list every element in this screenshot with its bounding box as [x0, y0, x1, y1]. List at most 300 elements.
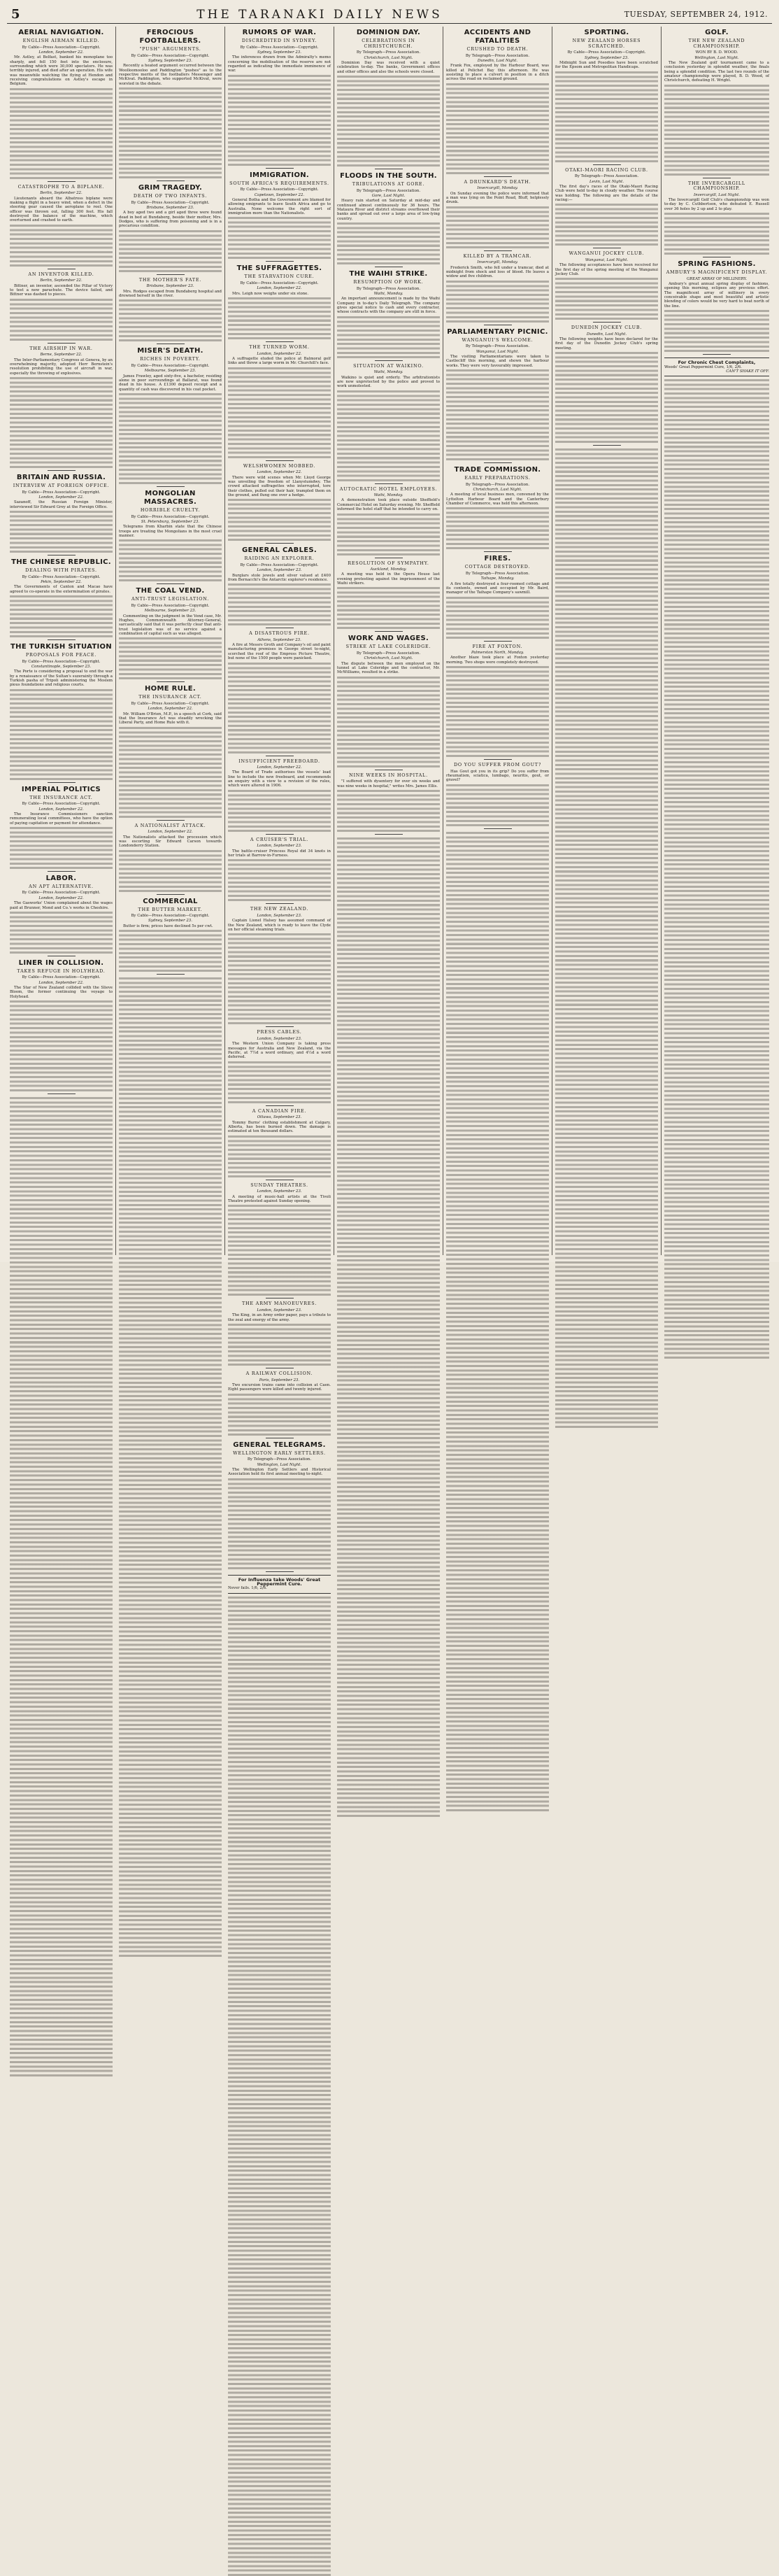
article-body: Mr. William O'Brien, M.P., in a speech at Cork, said that the Insurance Act was steadily wrecking the Liberal Party, and Home Rule with it. — [119, 712, 222, 726]
column-text-continued — [446, 832, 549, 1811]
article-credit: GREAT ARRAY OF MILLINERY. — [686, 276, 748, 281]
article-subheading: FIRE AT FOXTON. — [472, 643, 523, 649]
article-divider — [484, 828, 512, 829]
article-body-continued — [10, 1000, 113, 1091]
article-credit: By Cable—Press Association—Copyright. — [240, 562, 319, 567]
article-dateline: Sydney, September 23. — [257, 50, 301, 55]
article-divider — [266, 1026, 294, 1027]
article-subheading: DEATH OF TWO INFANTS. — [133, 193, 208, 199]
article-subheading: INSUFFICIENT FREEBOARD. — [238, 758, 320, 764]
article-body-continued — [10, 377, 113, 468]
article — [10, 558, 113, 640]
article-headline: BRITAIN AND RUSSIA. — [16, 473, 106, 481]
advert-body: Never fails. 1/6, 2/6. — [228, 1586, 267, 1591]
article-subheading: ANTI-TRUST LEGISLATION. — [131, 596, 210, 602]
article-subheading: AN INVENTOR KILLED. — [28, 271, 94, 277]
article-body-continued — [10, 595, 113, 637]
article-divider — [266, 1105, 294, 1106]
article-divider — [266, 903, 294, 904]
article-credit: By Telegraph—Press Association. — [465, 53, 530, 58]
article-subheading: RAIDING AN EXPLORER. — [244, 555, 315, 562]
article-body: The Invercargill Golf Club's championship was won to-day by C. Cuthbertson, who defeated E. Russell over 36 holes by 2 up and 2 to play. — [664, 198, 769, 211]
article-body: The dispute between the men employed on the tunnel at Lake Coleridge and the contractor, Mr. McWilliams, resulted in a strike. — [337, 661, 440, 675]
article — [337, 487, 440, 558]
article-body-continued — [555, 278, 658, 320]
article-body-continued — [10, 689, 113, 780]
article-dateline: Berne, September 22. — [40, 353, 83, 358]
article-headline: LINER IN COLLISION. — [18, 958, 104, 967]
article-body: Commenting on the judgment in the Vend case, Mr. Hughes, Commonwealth Attorney-General, sarcastically said that it was perfectly clear that anti-trust legislation was of no service against a combination of capital such as was alleged. — [119, 614, 222, 636]
article-body: Mr. Astley, at Belfast, banked his monoplane too sharply, and fell 150 feet into the enclosure, surrounding which were 30,000 spectators. He was terribly injured, and died after an operation. His wife was meanwhile watching the flying at Hendon and receiving congratulations on Astley's escape in Belgium. — [10, 55, 113, 87]
article-headline: RUMORS OF WAR. — [242, 29, 317, 36]
article-dateline: London, September 22. — [38, 50, 84, 55]
article-divider — [266, 1571, 294, 1572]
article — [10, 786, 113, 872]
advert-body: Woods' Great Peppermint Cure, 1/6, 2/6. — [664, 365, 742, 369]
article-divider — [593, 322, 621, 323]
article-subheading: WANGANUI JOCKEY CLUB. — [569, 250, 645, 257]
page-number: 5 — [11, 7, 20, 22]
article — [337, 773, 440, 835]
article-dateline: Berlin, September 22. — [40, 278, 83, 283]
article-divider — [48, 181, 76, 182]
article — [119, 685, 222, 820]
article-divider — [593, 445, 621, 446]
article-subheading: TRIBULATIONS AT GORE. — [352, 181, 425, 187]
article-body-continued — [119, 930, 222, 972]
article-body: James Frawley, aged sixty-five, a bachelor, residing alone in poor surroundings at Ballarat, was found dead in his house. A £1300 deposit receipt and a quantity of cash was discovered in his coat pocket. — [119, 374, 222, 392]
article-headline: FLOODS IN THE SOUTH. — [340, 171, 437, 180]
article — [10, 875, 113, 956]
article-body-continued — [10, 827, 113, 869]
article — [228, 29, 331, 169]
article-body: The visiting Parliamentarians were taken to Castlecliff this morning, and shown the harbour works. They were very favourably impressed. — [446, 354, 549, 368]
article-subheading: A DISASTROUS FIRE. — [249, 630, 310, 637]
article — [119, 184, 222, 275]
article-divider — [157, 894, 185, 895]
article-body-continued — [119, 850, 222, 892]
article-headline: MISER'S DEATH. — [137, 347, 203, 355]
article-body: A meeting of local business men, convened by the Lyttelton Harbour Board and the Canterbury Chamber of Commerce, was held this afternoon. — [446, 493, 549, 506]
article-body-continued — [446, 369, 549, 460]
article-headline: FIRES. — [484, 555, 511, 563]
article-credit: By Cable—Press Association—Copyright. — [131, 200, 210, 205]
article-subheading: AUTOCRATIC HOTEL EMPLOYEES. — [339, 486, 438, 492]
article-divider — [157, 820, 185, 821]
advertisement — [228, 1575, 331, 1594]
article — [228, 1441, 331, 1572]
article — [337, 561, 440, 632]
article-headline: DOMINION DAY. — [356, 29, 421, 36]
article-dateline: Capetown, September 22. — [254, 192, 305, 197]
article-dateline: Invercargill, Last Night. — [694, 192, 740, 197]
article — [337, 635, 440, 770]
column-text-continued — [555, 448, 658, 1428]
column-7 — [662, 27, 772, 1255]
article-body: An important announcement is made by the Waihi Company in to-day's Daily Telegraph. The company gives special notice to cash and every contractor, whose contracts with the company are still in force. — [337, 297, 440, 315]
article-headline: GENERAL CABLES. — [242, 546, 317, 555]
article-subheading: "PUSH" ARGUMENTS. — [139, 46, 201, 52]
article-divider — [157, 583, 185, 584]
article-dateline: Gore, Last Night. — [371, 193, 406, 198]
article-subheading: DISCREDITED IN SYDNEY. — [241, 38, 317, 43]
article — [228, 546, 331, 628]
article — [337, 172, 440, 267]
article-body: The King, in an Army order paper, pays a tribute to the zeal and energy of the army. — [228, 1313, 331, 1322]
article — [10, 185, 113, 269]
article-divider — [703, 354, 731, 355]
article-body-continued — [10, 299, 113, 341]
article-dateline: Melbourne, September 23. — [144, 609, 196, 614]
article-dateline: Pekin, September 22. — [41, 579, 82, 584]
article-body: The inferences drawn from the Admiralty's memo concerning the mobilisation of the reserve are not regarded as indicating the immediate imminence of war. — [228, 55, 331, 73]
article-body-continued — [446, 206, 549, 248]
article-headline: HOME RULE. — [145, 685, 196, 693]
article-body-continued — [10, 511, 113, 553]
article-body-continued — [555, 71, 658, 162]
article-body-continued — [337, 390, 440, 481]
article-headline: THE CHINESE REPUBLIC. — [11, 558, 111, 566]
article — [119, 29, 222, 181]
article-body: The New Zealand golf tournament came to a conclusion yesterday in splendid weather, the finals being a splendid condition. The last two rounds of the amateur championship were played, B. D. Wood, of Christchurch, defeating H. Wright. — [664, 60, 769, 83]
article-body-continued — [446, 597, 549, 639]
article-body: Midnight Sun and Posodies have been scratched for the Epsom and Metropolitan Handicaps. — [555, 60, 658, 70]
article-divider — [266, 261, 294, 262]
article-credit: By Cable—Press Association—Copyright. — [22, 659, 101, 664]
article-subheading: AMBURY'S MAGNIFICENT DISPLAY. — [666, 269, 768, 276]
column-2 — [116, 27, 225, 1255]
article-headline: PARLIAMENTARY PICNIC. — [447, 327, 548, 336]
article — [664, 260, 769, 355]
article-body: The following weights have been declared for the first day of the Dunedin Jockey Club's spring meeting. — [555, 337, 658, 351]
article-headline: THE SUFFRAGETTES. — [236, 264, 322, 273]
article-body-continued — [664, 213, 769, 255]
article-dateline: Waihi, Monday. — [373, 291, 403, 296]
article-dateline: Berlin, September 22. — [40, 191, 83, 196]
advert-title: For Influenza take Woods' Great Peppermint Cure. — [238, 1576, 321, 1587]
article-divider — [484, 462, 512, 463]
article-body-continued — [228, 663, 331, 753]
article-body: Two excursion trains came into collision at Caen. Eight passengers were killed and twenty injured. — [228, 1382, 331, 1392]
columns — [7, 27, 772, 1591]
article — [555, 251, 658, 323]
article-divider — [375, 834, 403, 835]
article-dateline: Sydney, September 23. — [148, 919, 192, 923]
article-divider — [266, 168, 294, 169]
article-dateline: St. Petersburg, September 23. — [141, 519, 200, 524]
article-body-continued — [446, 784, 549, 826]
article — [10, 959, 113, 1094]
article-body: There were wild scenes when Mr. Lloyd George was unveiling the freedom of Llanystumdwy. The crowd attacked suffragettes who interrupted, tore their clothes, pulled out their hair, trampled them on the ground, and flung one over a hedge. — [228, 475, 331, 497]
article — [555, 29, 658, 165]
article-dateline: London, September 22. — [38, 896, 84, 900]
article-headline: GRIM TRAGEDY. — [138, 184, 203, 192]
article-subheading: RESOLUTION OF SYMPATHY. — [348, 560, 429, 566]
article-body: A demonstration took place outside Sheffield's Commercial Hotel on Saturday evening. Mr. Sheffield informed the hotel staff that he intended to carry on. — [337, 498, 440, 512]
article-headline: AERIAL NAVIGATION. — [18, 29, 104, 36]
article-body: Recently a heated argument occurred between the Woolloomooloo and Paddington "pushes" as to the respective merits of the footballers Messenger and McKivat. Paddington, who supported McKivat, were worsted in the debate. — [119, 64, 222, 86]
article-subheading: THE INVERCARGILL CHAMPIONSHIP. — [688, 180, 745, 192]
article-subheading: SUNDAY THEATRES. — [250, 1182, 308, 1188]
article — [10, 272, 113, 344]
article-body: Waikino is quiet and orderly. The arbitrationists are now unprotected by the police and proved to work unmolested. — [337, 375, 440, 389]
article-credit: By Cable—Press Association—Copyright. — [131, 914, 210, 919]
article-headline: MONGOLIAN MASSACRES. — [143, 489, 197, 506]
article — [228, 171, 331, 262]
article-dateline: Auckland, Monday. — [370, 567, 407, 572]
article-subheading: PRESS CABLES. — [257, 1029, 302, 1035]
article-divider — [484, 759, 512, 760]
article — [446, 29, 549, 177]
article-body: Butter is firm; prices have declined 5s per cwt. — [123, 923, 213, 928]
article-body: Tommy Burns' clothing establishment at Calgary, Alberta, has been burned down. The damage is estimated at ten thousand dollars. — [228, 1120, 331, 1134]
article-dateline: Ottawa, September 23. — [257, 1115, 302, 1120]
article-body: Lieutenants aboard the Albatross biplane were making a flight in a heavy wind, when a defect in the steering gear caused the aeroplane to reel. One officer was thrown out, falling 300 feet. His fall destroyed the balance of the machine, which overturned and crashed to earth. — [10, 196, 113, 223]
article-body-continued — [337, 790, 440, 832]
article-body: The Governments of Canton and Macao have agreed to co-operate in the extermination of pirates. — [10, 585, 113, 594]
article-dateline: Sydney, September 23. — [148, 58, 192, 63]
article-body: Heavy rain started on Saturday at mid-day and continued almost continuously for 36 hours. The Mataura River and district streams overflowed their banks and spread out over a large area of low-lying country. — [337, 199, 440, 221]
column-1 — [7, 27, 116, 1255]
article-subheading: THE ARMY MANOEUVRES. — [241, 1301, 317, 1307]
article-body: The Western Union Company is taking press messages for Australia and New Zealand, via the Pacific, at 7½d a word ordinary, and 4½d a word deferred. — [228, 1042, 331, 1060]
article-credit: By Cable—Press Association—Copyright. — [22, 891, 101, 896]
column-3 — [225, 27, 334, 1591]
article-dateline: Levin, Last Night. — [589, 179, 624, 184]
article-body-continued — [337, 222, 440, 264]
article-body: "I suffered with dysentery for over six weeks and was nine weeks in hospital," writes Mrs. James Ellis. — [337, 779, 440, 788]
article-body: Dominion Day was received with a quiet celebration to-day. The banks, Government offices and other offices and also the schools were closed. — [337, 60, 440, 74]
article-credit: By Cable—Press Association—Copyright. — [22, 45, 101, 50]
article-subheading: A CRUISER'S TRIAL. — [250, 836, 309, 842]
article-divider — [48, 343, 76, 344]
article-body: Sazanoff, the Russian Foreign Minister, interviewed Sir Edward Grey at the Foreign Office. — [10, 500, 113, 509]
article-credit: By Telegraph—Press Association. — [574, 174, 639, 179]
article-dateline: London, September 22. — [148, 830, 193, 835]
article-body-continued — [337, 677, 440, 767]
article-subheading: AN APT ALTERNATIVE. — [29, 883, 94, 889]
article-credit: By Cable—Press Association—Copyright. — [567, 50, 646, 55]
article-dateline: Wanganui, Last Night. — [476, 349, 520, 354]
article-credit: By Cable—Press Association—Copyright. — [131, 603, 210, 608]
newspaper-title: THE TARANAKI DAILY NEWS — [196, 7, 443, 22]
article-credit: By Cable—Press Association—Copyright. — [22, 574, 101, 579]
article-dateline: Christchurch, Last Night. — [364, 656, 413, 661]
masthead — [7, 6, 772, 24]
article-subheading: A DRUNKARD'S DEATH. — [464, 178, 531, 185]
article-subheading: EARLY PREPARATIONS. — [464, 474, 531, 481]
article-body: The Porte is considering a proposal to end the war by a renaissance of the Sultan's suzerainty through a Turkish pasha of Tripoli administering the Moslem pious foundations and religious courts. — [10, 670, 113, 688]
article-body: Telegrams from Kharbin state that the Chinese troops are treating the Mongolians in the most cruel manner. — [119, 525, 222, 538]
article-dateline: London, September 22. — [257, 351, 302, 356]
article-dateline: London, September 22. — [257, 765, 302, 770]
article-subheading: CELEBRATIONS IN CHRISTCHURCH. — [362, 38, 415, 49]
column-5 — [443, 27, 552, 1255]
article-dateline: Dunedin, Last Night. — [477, 58, 518, 63]
article-divider — [484, 176, 512, 177]
article — [228, 1030, 331, 1105]
article-body-continued — [228, 217, 331, 259]
article-subheading: OTAKI-MAORI RACING CLUB. — [565, 167, 648, 173]
article-subheading: RICHES IN POVERTY. — [140, 356, 201, 362]
article-headline: SPORTING. — [584, 29, 629, 36]
article — [228, 1109, 331, 1180]
article-dateline: London, September 22. — [38, 495, 84, 500]
article-dateline: Waihi, Monday. — [373, 370, 403, 375]
article-headline: GOLF. — [705, 29, 729, 36]
article-headline: LABOR. — [45, 874, 77, 882]
article — [10, 643, 113, 783]
article-divider — [266, 460, 294, 461]
article-body-continued — [664, 310, 769, 352]
article-dateline: Wellington, Last Night. — [694, 55, 739, 60]
article — [446, 180, 549, 251]
article-body: The first day's races of the Otaki-Maori Racing Club were held to-day in cloudy weather. The course was holding. The following are the details of the racing:— — [555, 184, 658, 202]
article-body: Captain Lionel Halsey has assumed command of the New Zealand, which is ready to leave the Clyde on her official steaming trials. — [228, 919, 331, 933]
article-body-continued — [119, 87, 222, 178]
article-headline: SPRING FASHIONS. — [678, 260, 756, 269]
article-body-continued — [228, 583, 331, 625]
article-subheading: ENGLISH AIRMAN KILLED. — [22, 38, 100, 43]
article-headline: GENERAL TELEGRAMS. — [233, 1441, 326, 1449]
article-dateline: London, September 23. — [257, 1037, 302, 1041]
article-body-continued — [119, 299, 222, 341]
article-body: Frank Fox, employed by the Harbour Board, was killed at Pelichet Bay this afternoon. He was assisting to place a culvert in position in a ditch across the road on reclaimed ground. — [446, 64, 549, 82]
article-subheading: A RAILWAY COLLISION. — [245, 1370, 313, 1376]
article-headline: THE TURKISH SITUATION — [10, 642, 112, 651]
article-dateline: Athens, September 23. — [257, 637, 301, 642]
article-body-continued — [228, 1478, 331, 1569]
article-credit: By Cable—Press Association—Copyright. — [240, 187, 319, 192]
advert-title: For Chronic Chest Complaints, — [678, 360, 756, 366]
article-credit: By Cable—Press Association—Copyright. — [240, 45, 319, 50]
article-body-continued — [446, 83, 549, 174]
article-body-continued — [10, 912, 113, 954]
article-subheading: HORRIBLE CRUELTY. — [140, 507, 201, 513]
article-subheading: WELLINGTON EARLY SETTLERS. — [233, 1450, 326, 1456]
article-body-continued — [119, 637, 222, 679]
article-body: Mrs. Rodges escaped from Bundaberg hospital and drowned herself in the river. — [119, 289, 222, 298]
advertisement — [664, 358, 769, 376]
article-subheading: WANGANUI'S WELCOME. — [462, 337, 534, 343]
column-text-continued — [664, 379, 769, 1359]
article-subheading: DO YOU SUFFER FROM GOUT? — [453, 762, 542, 768]
article-dateline: Brisbane, September 23. — [146, 284, 194, 289]
article-credit: By Telegraph—Press Association. — [356, 50, 421, 55]
article-divider — [48, 639, 76, 640]
article-subheading: DUNEDIN JOCKEY CLUB. — [571, 325, 643, 331]
article-dateline: London, September 22. — [148, 707, 193, 712]
article-body: The Inter-Parliamentary Congress at Geneva, by an overwhelming majority, adopted Herr Bernstein's resolution prohibiting the use of aircraft in war, especially the throwing of explosives. — [10, 358, 113, 376]
article-body-continued — [228, 75, 331, 166]
article-body-continued — [119, 727, 222, 818]
article-dateline: Taihape, Monday. — [480, 576, 515, 581]
article-divider — [48, 871, 76, 872]
article-divider — [157, 274, 185, 275]
article-headline: THE WAIHI STRIKE. — [349, 269, 428, 278]
article-body: The Star of New Zealand collided with the Slieve Bloom, the former continuing the voyage to Holyhead. — [10, 986, 113, 999]
column-text-continued — [119, 977, 222, 1957]
article-body-continued — [337, 76, 440, 167]
article — [119, 347, 222, 487]
article — [10, 474, 113, 555]
article-credit: By Telegraph—Press Association. — [465, 571, 530, 576]
article-subheading: THE MOTHER'S FATE. — [138, 276, 202, 283]
article-subheading: THE BUTTER MARKET. — [138, 906, 203, 912]
article-body-continued — [228, 1205, 331, 1296]
article-divider — [266, 341, 294, 342]
article-divider — [266, 543, 294, 544]
article-body: Bittner, an inventor, ascended the Pillar of Victory to test a new parachute. The device failed, and Bittner was dashed to pieces. — [10, 283, 113, 297]
column-text-continued — [228, 1597, 331, 2576]
article-body-continued — [228, 1324, 331, 1366]
article-subheading: STRIKE AT LAKE COLERIDGE. — [345, 644, 431, 650]
article-dateline: London, September 23. — [257, 844, 302, 849]
article-dateline: Invercargill, Monday. — [477, 186, 518, 191]
article-body-continued — [119, 393, 222, 484]
article-headline: TRADE COMMISSION. — [454, 465, 541, 474]
article — [119, 898, 222, 975]
article — [446, 328, 549, 463]
article-subheading: CRUSHED TO DEATH. — [466, 46, 529, 52]
article-body-continued — [664, 85, 769, 176]
article-body: Frederick Smith, who fell under a tramcar, died at midnight from shock and loss of blood. He leaves a widow and five children. — [446, 265, 549, 279]
article-body: A meeting was held in the Opera House last evening protesting against the imprisonment of the Waihi strikers. — [337, 572, 440, 586]
article-body: Another blaze took place at Foxton yesterday morning. Two shops were completely destroyed. — [446, 656, 549, 665]
article-subheading: KILLED BY A TRAMCAR. — [463, 253, 532, 259]
article-subheading: COTTAGE DESTROYED. — [464, 564, 531, 570]
article-body: A boy aged two and a girl aged three were found dead in bed at Bundaberg, beside their mother, Mrs. Dodges, who is suffering from poisoning and is in a precarious condition. — [119, 211, 222, 229]
article-headline: THE COAL VEND. — [136, 587, 205, 595]
article — [555, 168, 658, 249]
article-body: The Board of Trade authorises the vessels' load line to include the new freeboard, and recommends an enquiry with a view to a revision of the rules, which were altered in 1906. — [228, 770, 331, 788]
article-headline: FEROCIOUS FOOTBALLERS. — [139, 29, 201, 45]
article-dateline: Christchurch, Last Night. — [364, 55, 413, 60]
article-credit: By Cable—Press Association—Copyright. — [131, 514, 210, 519]
article-body: The following acceptances have been received for the first day of the spring meeting of the Wanganui Jockey Club. — [555, 263, 658, 276]
article-credit: By Cable—Press Association—Copyright. — [131, 701, 210, 706]
article-subheading: THE NEW ZEALAND. — [250, 906, 309, 912]
article-dateline: London, September 22. — [38, 980, 84, 985]
article-headline: IMMIGRATION. — [249, 171, 310, 179]
article-dateline: Sydney, September 23. — [585, 55, 629, 60]
article-headline: ACCIDENTS AND FATALITIES — [464, 29, 531, 45]
article-body-continued — [228, 297, 331, 339]
article-body-continued — [228, 1061, 331, 1103]
article-credit: By Cable—Press Association—Copyright. — [131, 363, 210, 368]
article — [228, 631, 331, 756]
article-dateline: London, September 22. — [257, 286, 302, 291]
article-body: The Insurance Commissioners sanction remunerating local committees, who have the option of paying capitation or payment for attendance. — [10, 812, 113, 826]
article-divider — [48, 782, 76, 783]
article — [446, 254, 549, 325]
article-body-continued — [446, 281, 549, 323]
article-dateline: Waihi, Monday. — [373, 493, 403, 498]
article-body-continued — [446, 666, 549, 757]
article-headline: COMMERCIAL — [143, 897, 198, 905]
article-subheading: THE STARVATION CURE. — [244, 274, 315, 280]
article — [664, 181, 769, 258]
article-body-continued — [446, 507, 549, 549]
article-dateline: Palmerston North, Monday. — [471, 651, 524, 656]
article-dateline: Christchurch, Last Night. — [473, 487, 522, 492]
article — [228, 1183, 331, 1299]
article — [446, 466, 549, 552]
article-credit: By Telegraph—Press Association. — [465, 482, 530, 487]
article-divider — [266, 834, 294, 835]
article-body-continued — [228, 790, 331, 832]
article-dateline: Invercargill, Monday. — [477, 260, 518, 265]
